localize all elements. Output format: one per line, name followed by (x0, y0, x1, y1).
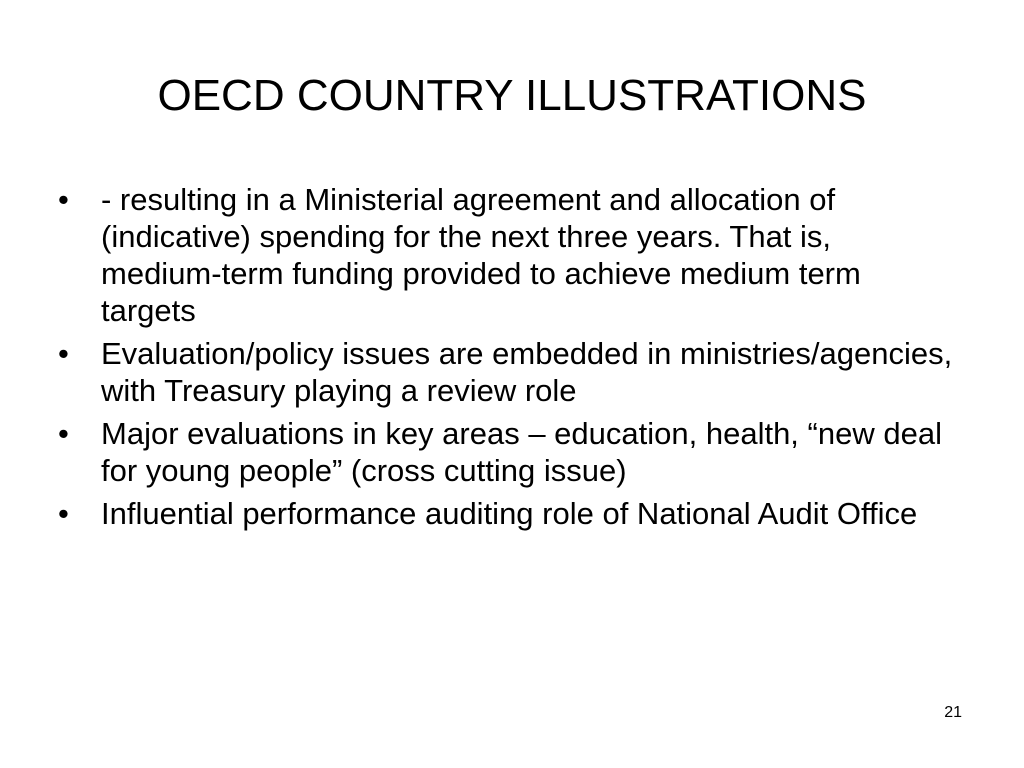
bullet-dot-icon: • (58, 496, 69, 531)
bullet-text: Evaluation/policy issues are embedded in ministries/agencies, with Treasury playing a review role (101, 336, 953, 408)
bullet-text: Major evaluations in key areas – education, health, “new deal for young people” (cross cutting issue) (101, 416, 942, 488)
bullet-item (58, 495, 958, 532)
bullet-text: - resulting in a Ministerial agreement and allocation of (indicative) spending for the next three years. That is, medium-term funding provided to achieve medium term targets (101, 182, 861, 328)
bullet-item (58, 181, 958, 329)
page-number: 21 (944, 704, 962, 721)
bullet-item (58, 415, 958, 489)
bullet-dot-icon: • (58, 182, 69, 217)
bullet-list (58, 181, 958, 538)
bullet-item (58, 335, 958, 409)
bullet-text: Influential performance auditing role of National Audit Office (101, 496, 918, 531)
bullet-dot-icon: • (58, 416, 69, 451)
bullet-dot-icon: • (58, 336, 69, 371)
slide-title: OECD COUNTRY ILLUSTRATIONS (157, 71, 867, 120)
